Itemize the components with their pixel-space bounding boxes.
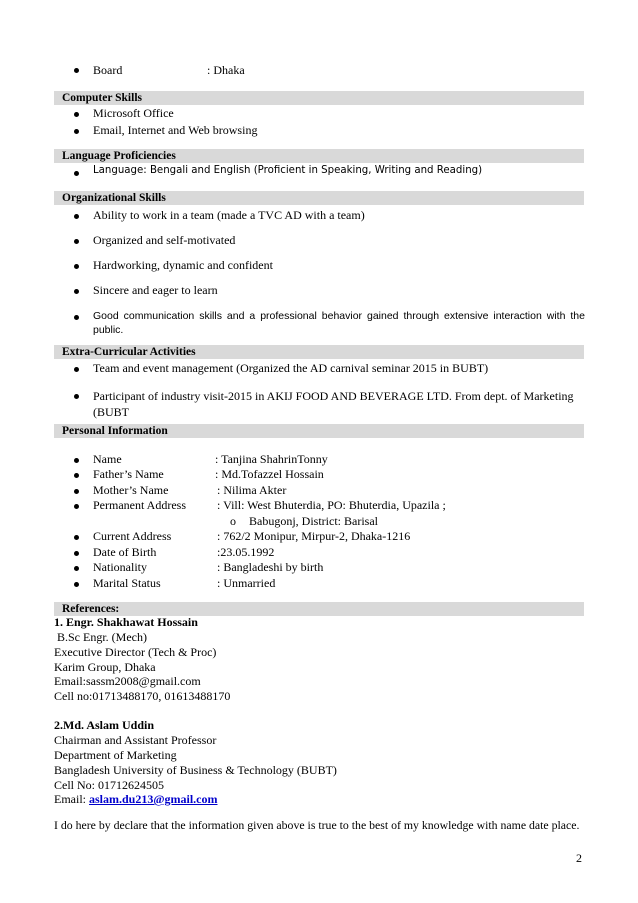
list-item: Participant of industry visit-2015 in AKIJ FOOD AND BEVERAGE LTD. From dept. of Marketing (BUBT: [93, 389, 574, 419]
section-header-extracurricular: [54, 345, 584, 359]
reference-2-email-row: [54, 792, 218, 807]
info-label: Nationality: [93, 560, 147, 574]
reference-2-line: Cell No: 01712624505: [54, 778, 164, 792]
page-number: 2: [576, 851, 582, 865]
section-title: Extra-Curricular Activities: [62, 346, 196, 358]
info-label: Father’s Name: [93, 467, 164, 481]
bullet: [74, 239, 79, 244]
info-value: :23.05.1992: [217, 545, 275, 559]
list-item: Organized and self-motivated: [93, 233, 236, 247]
section-title: Organizational Skills: [62, 192, 166, 204]
list-item: Ability to work in a team (made a TVC AD with a team): [93, 208, 365, 222]
reference-1-line: Cell no:01713488170, 01613488170: [54, 689, 231, 703]
reference-2-line: Chairman and Assistant Professor: [54, 733, 217, 747]
section-title: References:: [62, 603, 120, 615]
reference-1-line: B.Sc Engr. (Mech): [57, 630, 147, 644]
list-item: Language: Bengali and English (Proficient in Speaking, Writing and Reading): [93, 165, 483, 176]
section-header-language: [54, 149, 584, 163]
list-item: Email, Internet and Web browsing: [93, 123, 258, 137]
info-label: Name: [93, 452, 122, 466]
bullet: [74, 367, 79, 372]
bullet: [74, 551, 79, 556]
list-item: Good communication skills and a professional behavior gained through extensive interaction with the public.: [93, 310, 585, 336]
bullet: [74, 473, 79, 478]
bullet: [74, 214, 79, 219]
info-label: Permanent Address: [93, 498, 186, 512]
bullet: [74, 68, 79, 73]
bullet: [74, 264, 79, 269]
bullet: [74, 458, 79, 463]
bullet: [74, 582, 79, 587]
list-item: Team and event management (Organized the AD carnival seminar 2015 in BUBT): [93, 361, 489, 375]
reference-2-line: Department of Marketing: [54, 748, 177, 762]
section-title: Computer Skills: [62, 92, 142, 104]
reference-1-line: Karim Group, Dhaka: [54, 660, 156, 674]
board-label: Board: [93, 63, 123, 77]
email-label: Email:: [54, 792, 89, 806]
sub-bullet-marker: o: [230, 514, 236, 528]
info-value: : Nilima Akter: [217, 483, 287, 497]
address-continuation: Babugonj, District: Barisal: [249, 514, 378, 528]
section-header-organizational: [54, 191, 584, 205]
reference-2-name: 2.Md. Aslam Uddin: [54, 718, 155, 732]
info-label: Date of Birth: [93, 545, 157, 559]
bullet: [74, 315, 79, 320]
declaration: I do here by declare that the information given above is true to the best of my knowledge with name date place.: [54, 818, 580, 832]
info-label: Current Address: [93, 529, 172, 543]
section-header-personal: [54, 424, 584, 438]
bullet: [74, 289, 79, 294]
info-label: Mother’s Name: [93, 483, 169, 497]
info-label: Marital Status: [93, 576, 161, 590]
reference-1-line: Executive Director (Tech & Proc): [54, 645, 217, 659]
info-value: : Bangladeshi by birth: [217, 560, 324, 574]
info-value: : Vill: West Bhuterdia, PO: Bhuterdia, Upazila ;: [217, 498, 446, 512]
bullet: [74, 535, 79, 540]
info-value: : 762/2 Monipur, Mirpur-2, Dhaka-1216: [217, 529, 411, 543]
list-item: Sincere and eager to learn: [93, 283, 218, 297]
email-link[interactable]: aslam.du213@gmail.com: [89, 792, 218, 806]
bullet: [74, 171, 79, 176]
info-value: : Md.Tofazzel Hossain: [215, 467, 324, 481]
bullet: [74, 112, 79, 117]
reference-2-line: Bangladesh University of Business & Technology (BUBT): [54, 763, 337, 777]
info-value: : Tanjina ShahrinTonny: [215, 452, 328, 466]
section-title: Personal Information: [62, 425, 168, 437]
bullet: [74, 489, 79, 494]
board-value: : Dhaka: [207, 63, 245, 77]
reference-1-line: Email:sassm2008@gmail.com: [54, 674, 201, 688]
reference-1-name: 1. Engr. Shakhawat Hossain: [54, 615, 198, 629]
list-item: Hardworking, dynamic and confident: [93, 258, 273, 272]
bullet: [74, 129, 79, 134]
section-header-computer-skills: [54, 91, 584, 105]
section-title: Language Proficiencies: [62, 150, 176, 162]
info-value: : Unmarried: [217, 576, 276, 590]
bullet: [74, 504, 79, 509]
section-header-references: [54, 602, 584, 616]
bullet: [74, 394, 79, 399]
list-item: Microsoft Office: [93, 106, 174, 120]
bullet: [74, 566, 79, 571]
